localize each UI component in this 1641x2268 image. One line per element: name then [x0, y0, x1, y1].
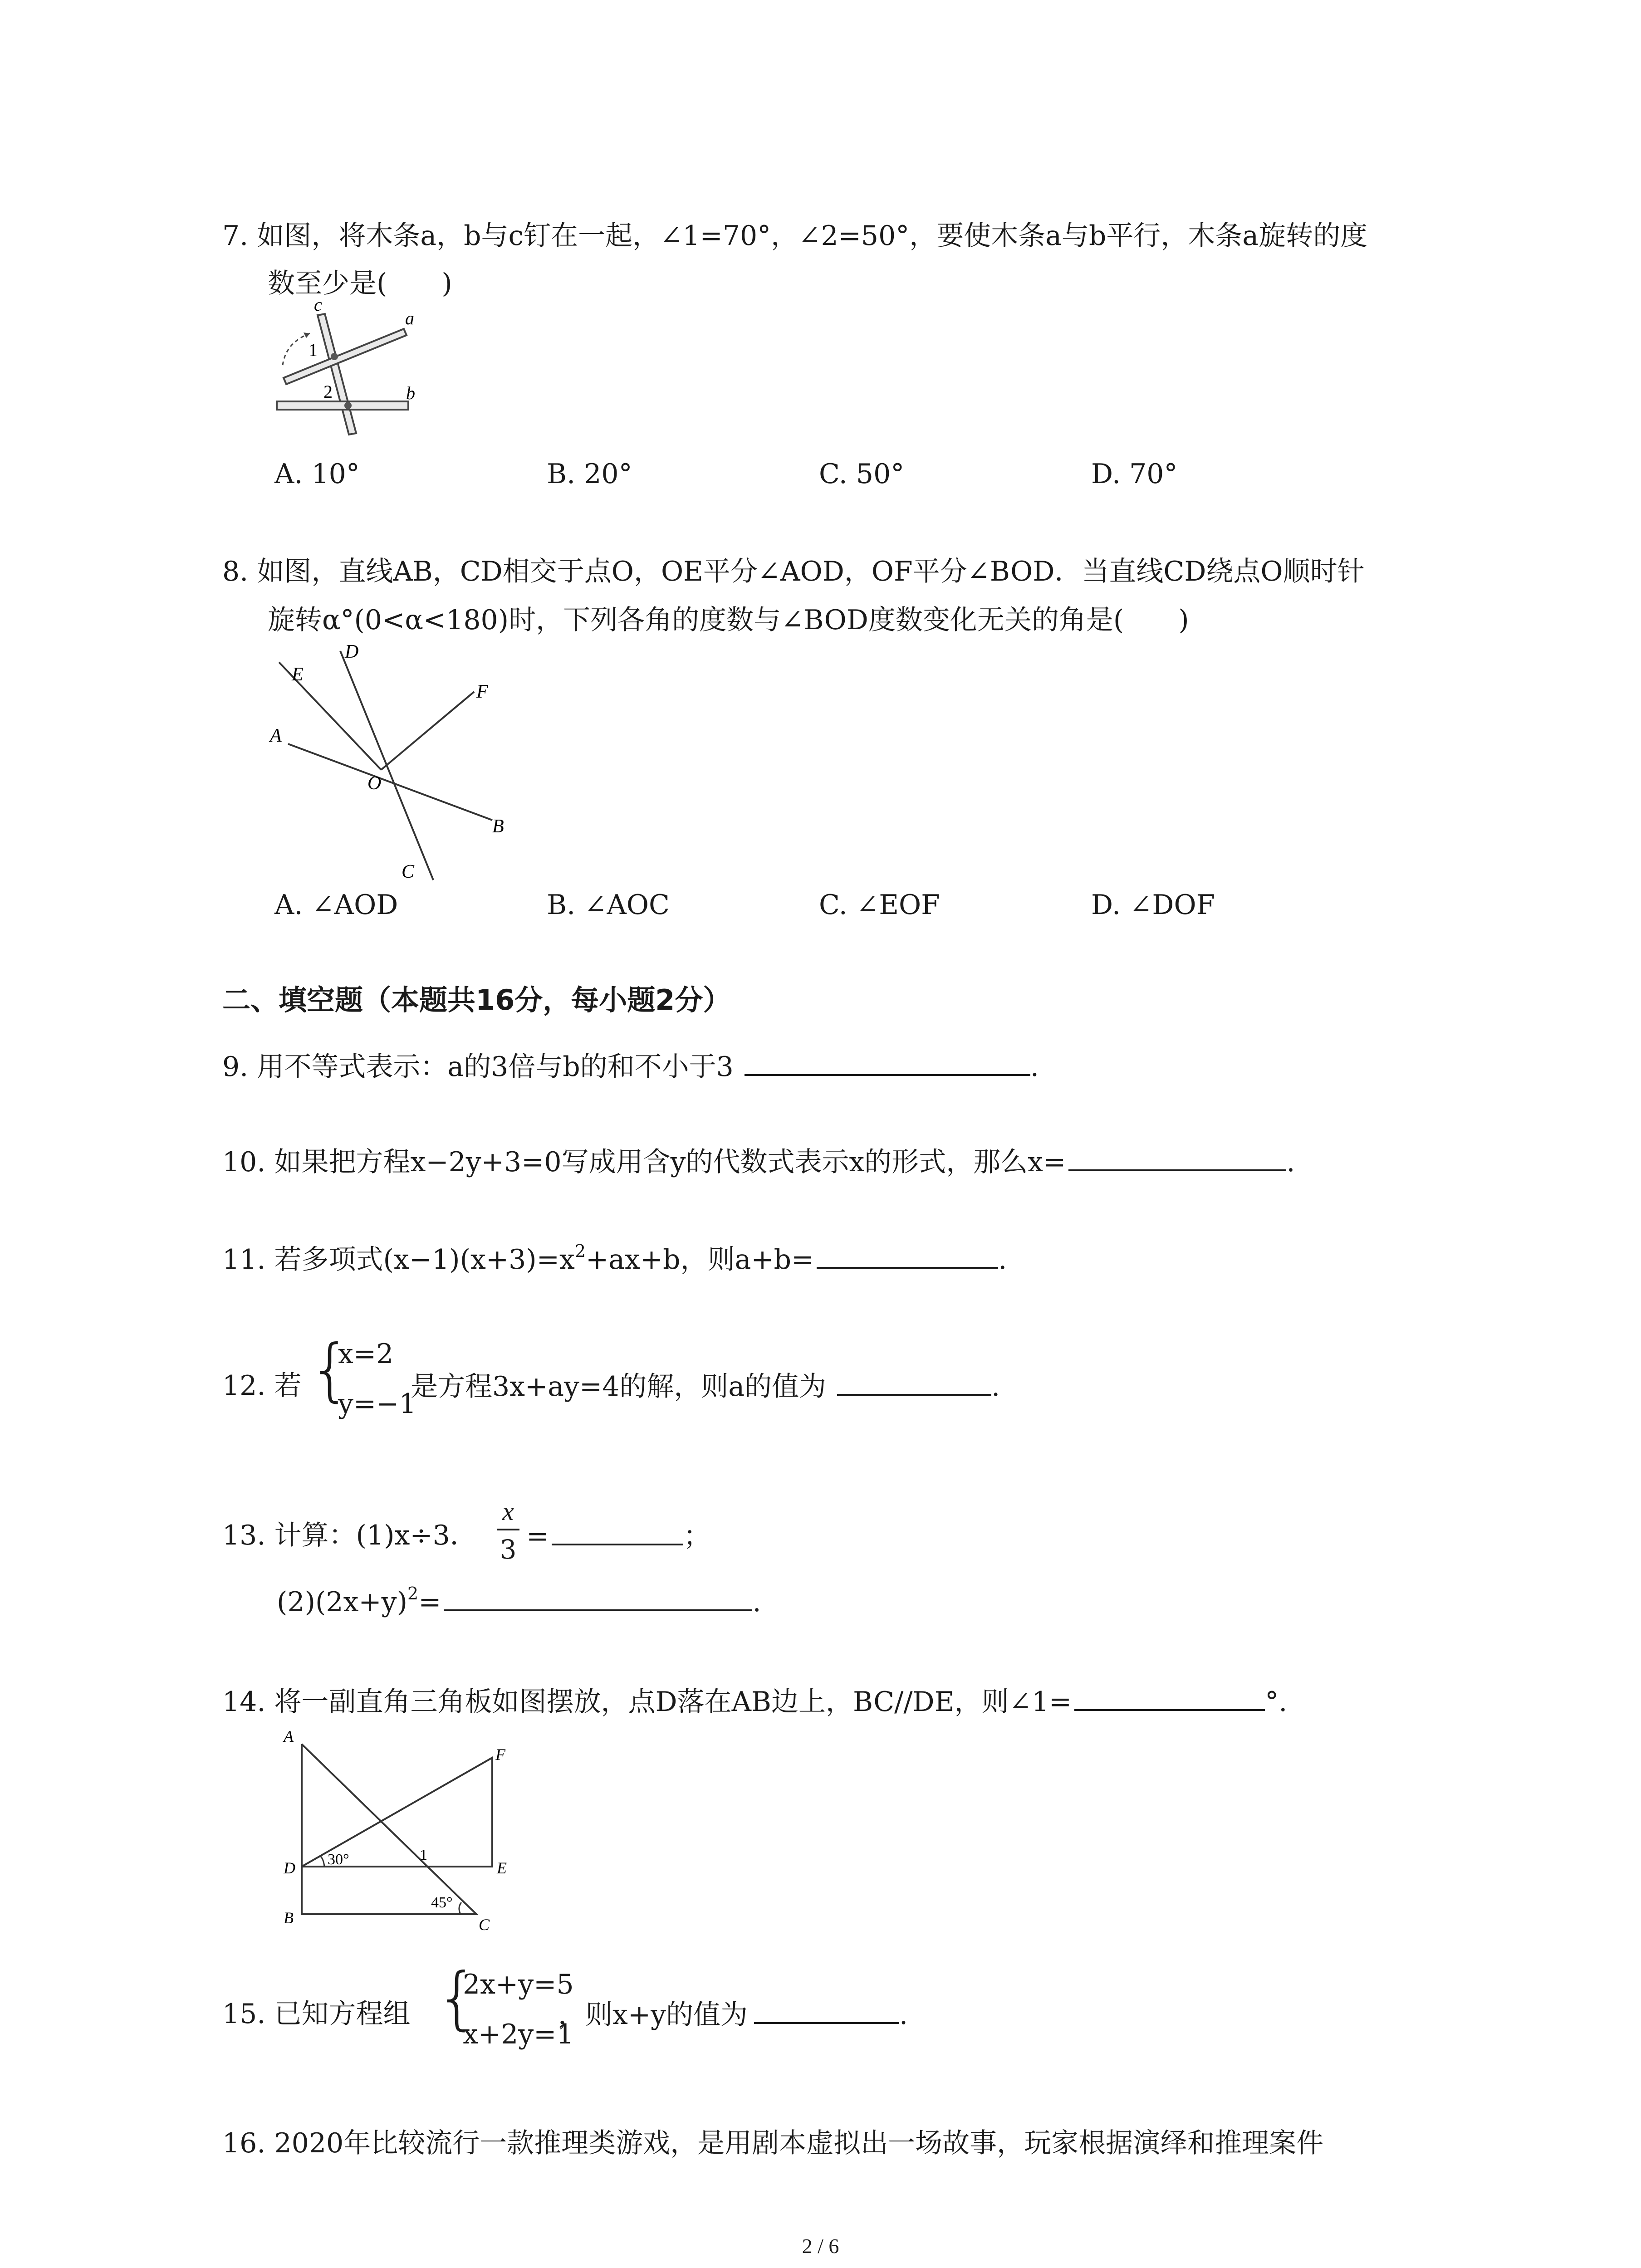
strip-b: [277, 401, 408, 410]
label-f: F: [495, 1745, 505, 1764]
q15-brace: {: [436, 1959, 479, 2038]
q13-answer-blank-1[interactable]: [552, 1517, 683, 1545]
q11-exponent: 2: [574, 1241, 586, 1261]
q15-end: .: [899, 1999, 908, 2031]
q13-lead: 13. 计算：(1)x÷3．: [222, 1520, 477, 1551]
q13-frac-num: x: [502, 1496, 514, 1526]
q13-line2-a: (2)(2x+y): [277, 1586, 407, 1618]
q15-eq1: 2x+y=5: [463, 1969, 574, 2000]
label-angle-1: 1: [309, 340, 318, 360]
q12-answer-blank[interactable]: [837, 1368, 991, 1396]
q12-line: [411, 1368, 1000, 1405]
q7-option-a: A. 10°: [274, 458, 360, 490]
q12-end: .: [991, 1371, 1000, 1403]
rotation-arc: [283, 333, 310, 365]
label-c: c: [314, 297, 322, 315]
q8-option-d: D. ∠DOF: [1091, 889, 1215, 921]
label-d: D: [284, 1859, 295, 1877]
angle-arc-45: [459, 1902, 461, 1914]
q15-answer-blank[interactable]: [754, 1996, 899, 2024]
q13-equals: =: [526, 1520, 549, 1552]
q13-line2-b: =: [418, 1586, 441, 1618]
q12-brace: {: [309, 1330, 352, 1409]
q8-line2: 旋转α°(0<α<180)时，下列各角的度数与∠BOD度数变化无关的角是( ): [268, 604, 1189, 636]
label-angle-1: 1: [420, 1847, 427, 1863]
q14-line: [222, 1683, 1287, 1720]
label-c: C: [402, 861, 415, 882]
q14-answer-blank[interactable]: [1074, 1683, 1265, 1711]
label-b: B: [492, 816, 504, 837]
label-a: a: [405, 308, 414, 328]
section-title: 二、填空题（本题共16分，每小题2分）: [222, 983, 731, 1017]
ray-of: [381, 692, 474, 770]
q7-figure-wood-strips: [270, 297, 424, 447]
label-a: A: [284, 1727, 294, 1745]
q13-frac-bar: [497, 1529, 519, 1530]
label-e: E: [292, 664, 304, 685]
q15-text: ，则x+y的值为: [558, 1999, 748, 2031]
label-c: C: [479, 1916, 490, 1934]
q8-option-b: B. ∠AOC: [547, 889, 670, 921]
q7-line2: 数至少是( ): [268, 268, 452, 299]
q11-end: .: [998, 1244, 1007, 1276]
label-e: E: [497, 1859, 507, 1877]
q10-end: .: [1286, 1146, 1295, 1178]
q9-line: [222, 1048, 1039, 1085]
label-45deg: 45°: [431, 1894, 453, 1911]
label-a: A: [270, 725, 282, 746]
q12-eq1: x=2: [338, 1338, 394, 1370]
q9-text: 9. 用不等式表示：a的3倍与b的和不小于3: [222, 1051, 734, 1083]
line-ab: [288, 744, 492, 820]
label-b: b: [406, 383, 415, 403]
q8-option-c: C. ∠EOF: [819, 889, 940, 921]
q12-lead: 12. 若: [222, 1370, 302, 1402]
q13-end1: ；: [683, 1520, 711, 1552]
rotation-arrowhead: [304, 332, 310, 338]
triangle-def: [302, 1758, 492, 1867]
page-number: 2 / 6: [802, 2234, 839, 2258]
q11-line: [222, 1241, 1007, 1278]
q11-text-a: 11. 若多项式(x−1)(x+3)=x: [222, 1244, 575, 1276]
q13-line2: [277, 1583, 761, 1620]
q8-option-a: A. ∠AOD: [274, 889, 398, 921]
q15-eq2: x+2y=1: [463, 2019, 574, 2050]
label-30deg: 30°: [328, 1851, 349, 1868]
label-d: D: [345, 644, 359, 662]
q13-end2: .: [752, 1586, 761, 1618]
q9-answer-blank[interactable]: [745, 1048, 1030, 1076]
q13-line1-tail: [526, 1517, 710, 1554]
q7-option-d: D. 70°: [1091, 458, 1178, 490]
strip-c: [318, 314, 356, 435]
q7-option-c: C. 50°: [819, 458, 905, 490]
q14-figure-set-squares: [281, 1724, 535, 1937]
q7-option-b: B. 20°: [547, 458, 632, 490]
label-f: F: [476, 681, 488, 702]
label-b: B: [284, 1909, 294, 1927]
q15-lead: 15. 已知方程组: [222, 1998, 411, 2030]
q10-line: [222, 1143, 1295, 1180]
angle-arc-30: [320, 1856, 324, 1867]
q8-figure-intersecting-lines: [265, 644, 538, 889]
q13-answer-blank-2[interactable]: [444, 1583, 752, 1611]
q16-line: 16. 2020年比较流行一款推理类游戏，是用剧本虚拟出一场故事，玩家根据演绎和推理案件: [222, 2127, 1324, 2159]
q9-end: .: [1030, 1051, 1039, 1083]
triangle-abc: [302, 1744, 476, 1914]
q11-text-b: +ax+b，则a+b=: [586, 1244, 814, 1276]
label-angle-2: 2: [323, 381, 333, 402]
nail-ac: [331, 353, 338, 360]
q10-text: 10. 如果把方程x−2y+3=0写成用含y的代数式表示x的形式，那么x=: [222, 1146, 1066, 1178]
q13-exponent: 2: [407, 1584, 419, 1603]
q15-line: [558, 1996, 908, 2033]
q12-eq2: y=−1: [338, 1388, 416, 1420]
q10-answer-blank[interactable]: [1068, 1143, 1286, 1171]
q8-line1: 8. 如图，直线AB，CD相交于点O，OE平分∠AOD，OF平分∠BOD．当直线CD绕点O顺时针: [222, 556, 1365, 587]
nail-bc: [344, 402, 352, 409]
q14-end: °.: [1265, 1686, 1288, 1718]
q7-line1: 7. 如图，将木条a，b与c钉在一起，∠1=70°，∠2=50°，要使木条a与b平行，木条a旋转的度: [222, 220, 1368, 252]
q11-answer-blank[interactable]: [817, 1241, 998, 1269]
q12-text: 是方程3x+ay=4的解，则a的值为: [411, 1371, 827, 1403]
q14-text: 14. 将一副直角三角板如图摆放，点D落在AB边上，BC//DE，则∠1=: [222, 1686, 1072, 1718]
label-o: O: [367, 773, 382, 794]
q13-frac-den: 3: [500, 1534, 517, 1565]
